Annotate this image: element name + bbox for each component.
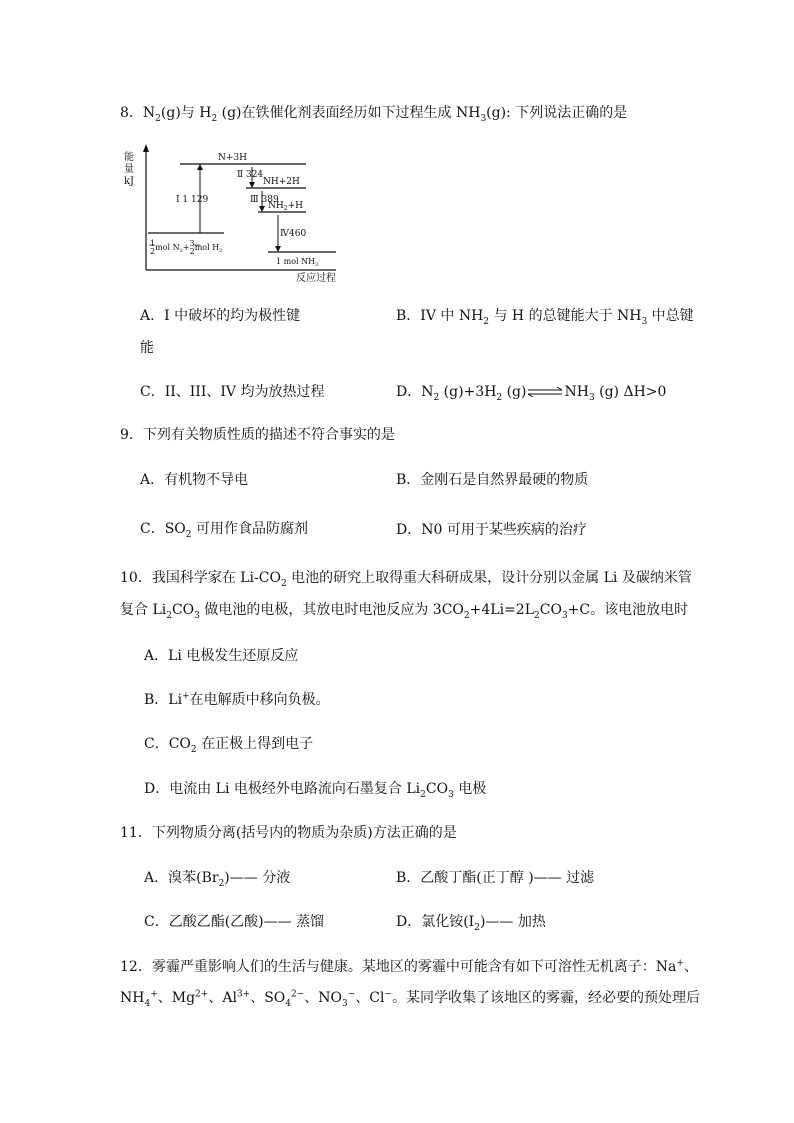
x-axis-label: 反应过程 bbox=[296, 273, 336, 284]
q10-stem-line1: 10．我国科学家在 $Li-CO_2$ 电池的研究上取得重大科研成果，设计分别以金属 Li 及碳纳米管 bbox=[120, 570, 692, 589]
q8-option-c: C．II、III、IV 均为放热过程 bbox=[140, 384, 325, 400]
y-axis-label-2: 量 bbox=[124, 164, 134, 175]
q10-option-c: C．$CO_2$ 在正极上得到电子 bbox=[144, 736, 314, 755]
q9-stem: 9．下列有关物质性质的描述不符合事实的是 bbox=[120, 427, 395, 443]
step1-label: Ⅰ 1 129 bbox=[176, 195, 209, 205]
level-nh2-label: $NH_2+H$ bbox=[268, 201, 303, 212]
y-axis-label-1: 能 bbox=[124, 152, 134, 163]
q10-option-a: A．Li 电极发生还原反应 bbox=[144, 648, 299, 664]
q8-stem: 8．$N_2(g)$与 $H_2$ (g)在铁催化剂表面经历如下过程生成 $NH_3(g)$: 下列说法正确的是 bbox=[120, 105, 628, 124]
q9-option-c: C．$SO_2$ 可用作食品防腐剂 bbox=[140, 521, 308, 540]
q11-option-b: B．乙酸丁酯(正丁醇 )—— 过滤 bbox=[396, 870, 595, 886]
level-top-label: N+3H bbox=[218, 153, 247, 163]
y-axis-label-3: kJ bbox=[124, 176, 135, 187]
q10-stem-line2: 复合 $Li_2CO_3$ 做电池的电极，其放电时电池反应为 $3CO_2+4Li=2L_2CO_3+C$。该电池放电时 bbox=[120, 602, 689, 621]
level-start-label: 1 2mol $N_2+3$ 2mol $H_2$ bbox=[150, 239, 223, 256]
step3-label: Ⅲ 389 bbox=[250, 195, 279, 205]
q8-option-a: A．I 中破坏的均为极性键 bbox=[140, 308, 301, 324]
step2-label: Ⅱ 324 bbox=[237, 170, 264, 180]
q11-stem: 11．下列物质分离(括号内的物质为杂质)方法正确的是 bbox=[120, 825, 457, 841]
q12-stem-line2: $NH_4^+$、$Mg^{2+}$、$Al^{3+}$、$SO_4^{2-}$、$NO_3^-$、Cl−。某同学收集了该地区的雾霾，经必要的预处理后 bbox=[120, 989, 701, 1009]
q11-option-c: C．乙酸乙酯(乙酸)—— 蒸馏 bbox=[144, 914, 325, 930]
step4-label: Ⅳ460 bbox=[280, 229, 307, 239]
q9-option-a: A．有机物不导电 bbox=[140, 472, 249, 488]
q8-option-b-continued: 能 bbox=[140, 340, 154, 356]
level-nh-label: NH+2H bbox=[263, 177, 300, 187]
q10-option-d: D．电流由 Li 电极经外电路流向石墨复合 $Li_2CO_3$ 电极 bbox=[144, 781, 487, 800]
q10-option-b: B．Li+在电解质中移向负极。 bbox=[144, 691, 330, 708]
level-end-label: 1 mol $NH_3$ bbox=[276, 257, 319, 268]
q11-option-d: D．氯化铵$(I_2)——$ 加热 bbox=[396, 914, 546, 933]
q9-option-b: B．金刚石是自然界最硬的物质 bbox=[396, 472, 589, 488]
energy-diagram bbox=[118, 140, 348, 285]
q8-option-b: B．IV 中 $NH_2$ 与 H 的总键能大于 $NH_3$ 中总键 bbox=[396, 308, 694, 327]
q9-option-d: D．N0 可用于某些疾病的治疗 bbox=[396, 522, 587, 538]
q12-stem-line1: 12．雾霾严重影响人们的生活与健康。某地区的雾霾中可能含有如下可溶性无机离子：Na+、 bbox=[120, 958, 698, 975]
equilibrium-arrow-icon bbox=[527, 387, 563, 397]
q8-option-d: D．$N_2$ $(g)+3H_2$ (g) $NH_3$ (g) ΔH>0 bbox=[396, 384, 667, 403]
q11-option-a: A．溴苯$(Br_2)——$ 分液 bbox=[144, 870, 291, 889]
